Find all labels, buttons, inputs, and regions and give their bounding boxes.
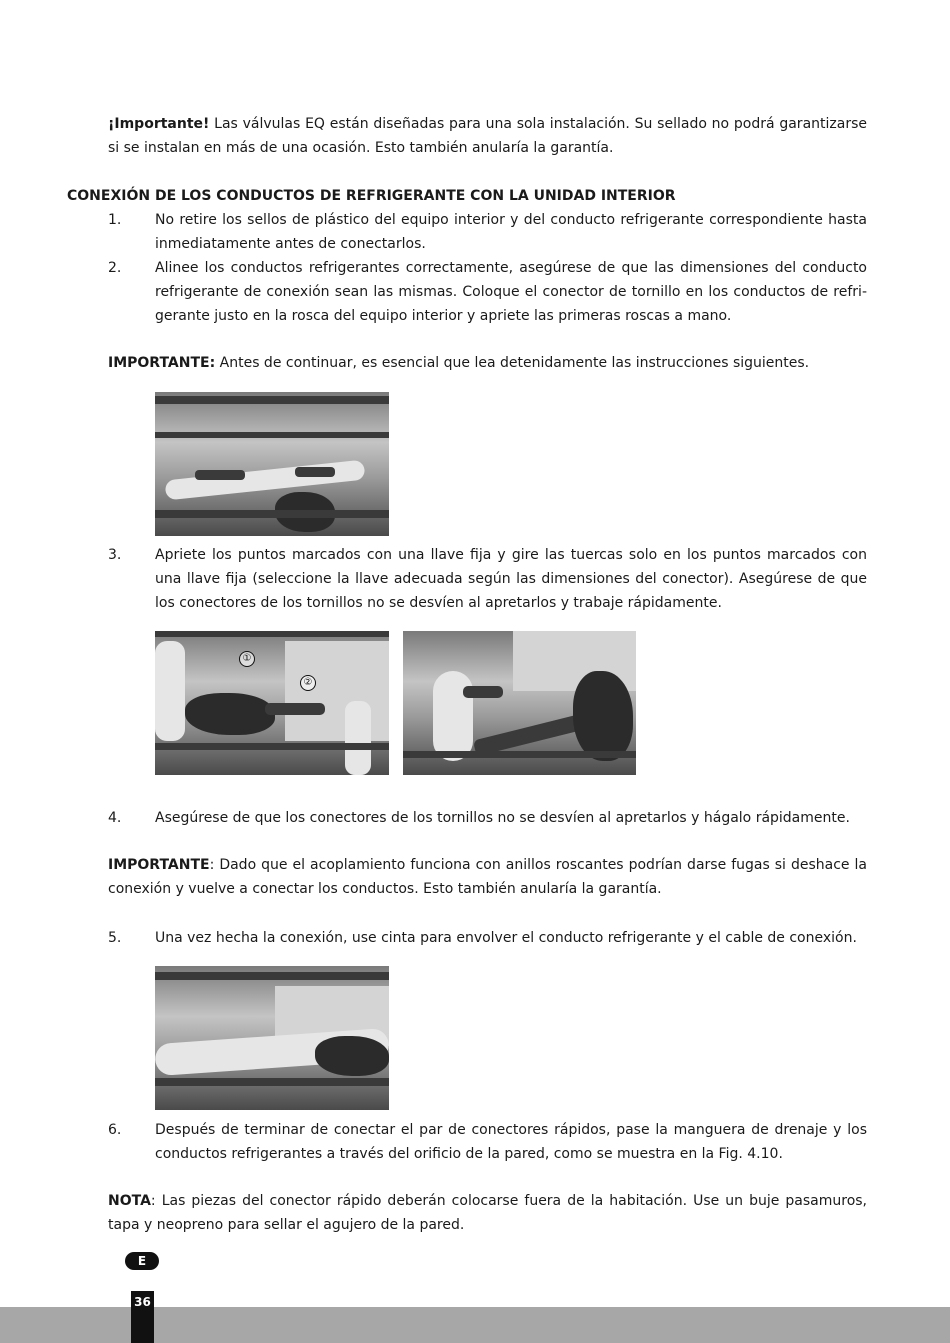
important-text: Las válvulas EQ están diseñadas para una sola instalación. Su sellado no podrá garantizarse si se instalan en más de una ocasión. Esto también anularía la garantía. xyxy=(108,116,867,156)
important-label: ¡Importante! xyxy=(108,116,210,132)
step-number: 5. xyxy=(108,930,122,946)
step-6 xyxy=(108,1118,867,1166)
step-2 xyxy=(108,256,867,328)
note-text: : Las piezas del conector rápido deberán colocarse fuera de la habitación. Use un buje pasamuros, tapa y neopreno para sellar el agujero de la pared. xyxy=(108,1193,867,1233)
important-text: : Dado que el acoplamiento funciona con anillos roscantes podrían darse fugas si deshace la conexión y vuelve a conectar los conductos. Esto también anularía la garantía. xyxy=(108,857,867,897)
important-label: IMPORTANTE: xyxy=(108,355,216,371)
step-4 xyxy=(108,806,867,830)
step-text: Asegúrese de que los conectores de los tornillos no se desvíen al apretarlos y hágalo rápidamente. xyxy=(155,810,850,826)
important-label: IMPORTANTE xyxy=(108,857,210,873)
callout-2: ② xyxy=(300,675,316,691)
important-note-leaks xyxy=(108,853,867,901)
step-1 xyxy=(108,208,867,256)
photo-wrench-tightening xyxy=(403,631,636,775)
callout-1: ① xyxy=(239,651,255,667)
important-note-read xyxy=(108,351,867,375)
important-note-valves xyxy=(108,112,867,160)
step-number: 1. xyxy=(108,212,122,228)
important-text: Antes de continuar, es esencial que lea detenidamente las instrucciones siguientes. xyxy=(215,355,810,371)
step-number: 2. xyxy=(108,260,122,276)
language-badge: E xyxy=(125,1252,159,1270)
step-text: Una vez hecha la conexión, use cinta para envolver el conducto refrigerante y el cable de conexión. xyxy=(155,930,857,946)
photo-marked-points xyxy=(155,631,389,775)
step-5 xyxy=(108,926,867,950)
note-label: NOTA xyxy=(108,1193,151,1209)
step-text: Apriete los puntos marcados con una llave fija y gire las tuercas solo en los puntos marcados con una llave fija (seleccione la llave adecuada según las dimensiones del conector). Asegúrese de que los conectores de los tornillos no se desvíen al apretarlos y trabaje rápidamente. xyxy=(155,547,867,611)
step-3 xyxy=(108,543,867,615)
step-number: 4. xyxy=(108,810,122,826)
step-number: 3. xyxy=(108,547,122,563)
photo-connector-alignment xyxy=(155,392,389,536)
section-heading: CONEXIÓN DE LOS CONDUCTOS DE REFRIGERANTE CON LA UNIDAD INTERIOR xyxy=(67,188,676,204)
step-number: 6. xyxy=(108,1122,122,1138)
note-paragraph xyxy=(108,1189,867,1237)
photo-taping-conduit xyxy=(155,966,389,1110)
page-number: 36 xyxy=(131,1291,154,1343)
step-text: No retire los sellos de plástico del equipo interior y del conducto refrigerante correspondiente hasta inmediatamente antes de conectarlos. xyxy=(155,212,867,252)
step-text: Alinee los conductos refrigerantes correctamente, asegúrese de que las dimensiones del conducto refrigerante de conexión sean las mismas. Coloque el conector de tornillo en los conductos de refri-gerante justo en la rosca del equipo interior y apriete las primeras roscas a mano. xyxy=(155,260,867,324)
step-text: Después de terminar de conectar el par de conectores rápidos, pase la manguera de drenaje y los conductos refrigerantes a través del orificio de la pared, como se muestra en la Fig. 4.10. xyxy=(155,1122,867,1162)
